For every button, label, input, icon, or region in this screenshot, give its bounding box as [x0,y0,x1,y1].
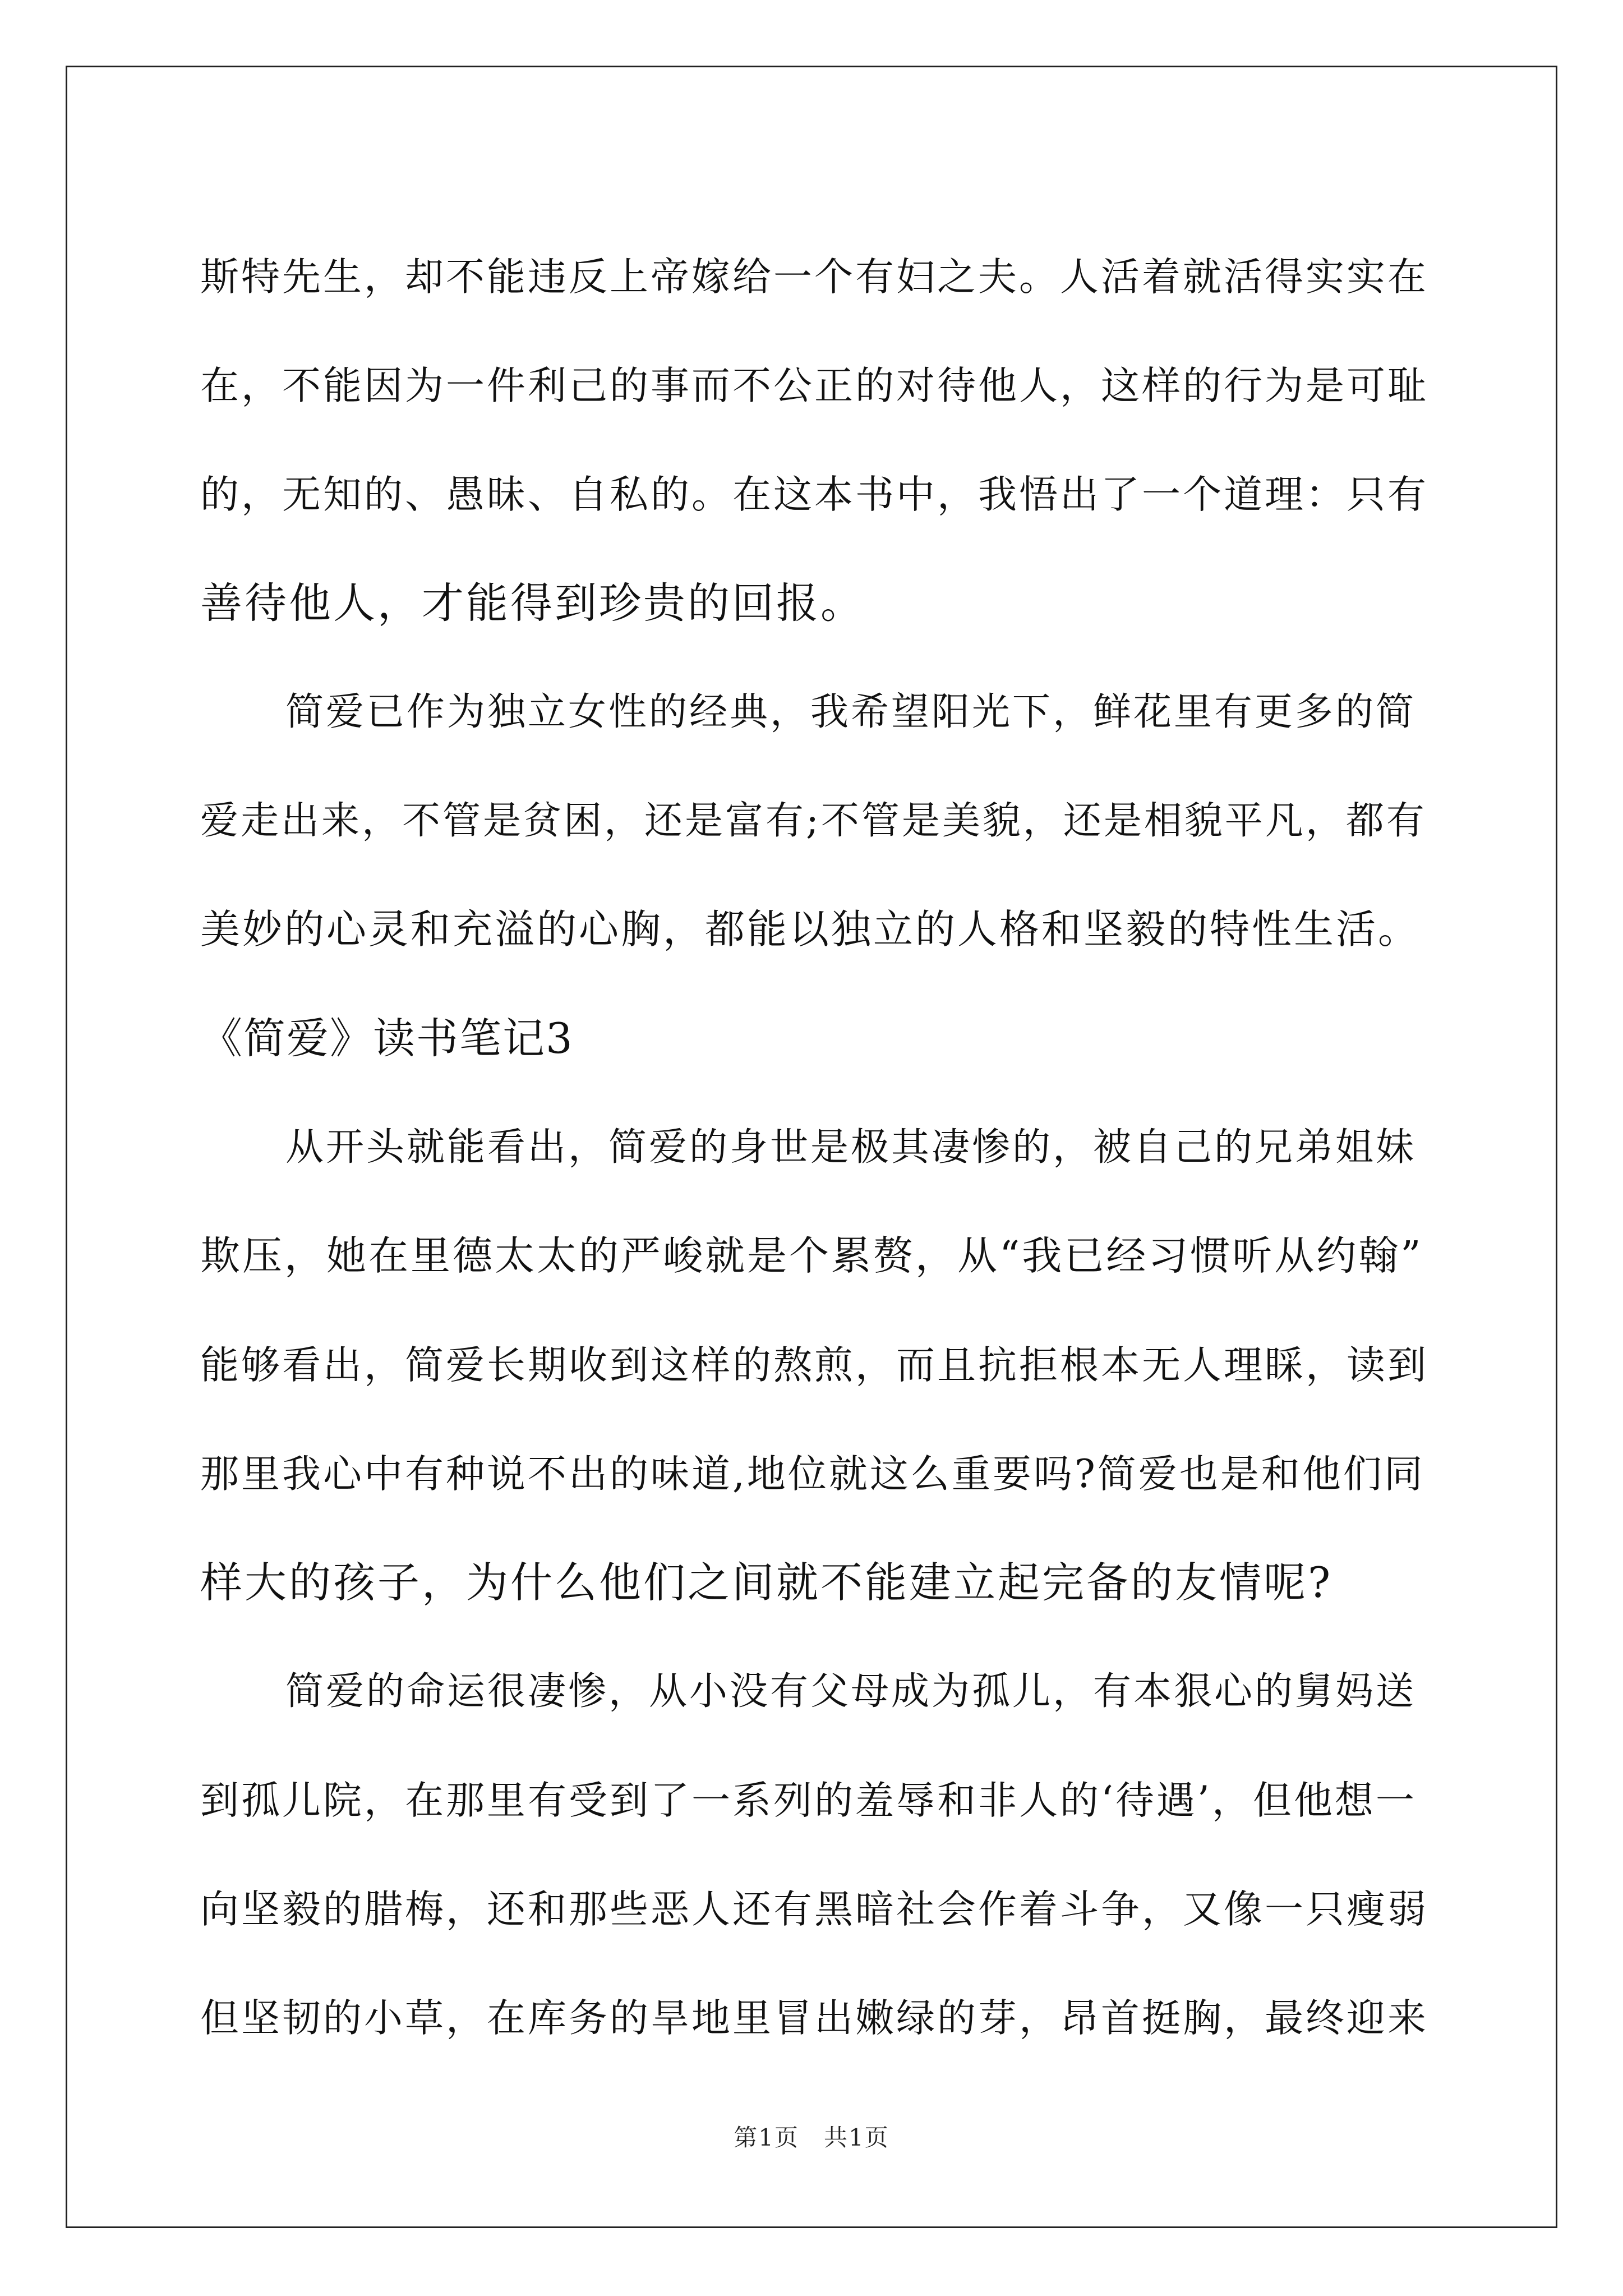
section-heading: 《简爱》读书笔记3 [200,1013,574,1063]
text-line: 但坚韧的小草，在库务的旱地里冒出嫩绿的芽，昂首挺胸，最终迎来 [200,1995,1428,2041]
text-line: 的，无知的、愚昧、自私的。在这本书中，我悟出了一个道理：只有 [200,472,1428,517]
text-line: 那里我心中有种说不出的味道,地位就这么重要吗?简爱也是和他们同 [200,1451,1425,1497]
text-line: 能够看出，简爱长期收到这样的熬煎，而且抗拒根本无人理睬，读到 [200,1342,1428,1388]
document-body [200,219,1428,2069]
text-line: 向坚毅的腊梅，还和那些恶人还有黑暗社会作着斗争，又像一只瘦弱 [200,1887,1428,1932]
text-line: 在，不能因为一件利己的事而不公正的对待他人，这样的行为是可耻 [200,363,1428,408]
paragraph-first-line: 简爱已作为独立女性的经典，我希望阳光下，鲜花里有更多的简 [285,689,1417,734]
text-line: 爱走出来，不管是贫困，还是富有;不管是美貌，还是相貌平凡，都有 [200,798,1427,843]
text-line: 美妙的心灵和充溢的心胸，都能以独立的人格和坚毅的特性生活。 [200,906,1421,953]
text-line: 欺压，她在里德太太的严峻就是个累赘，从“我已经习惯听从约翰” [200,1232,1423,1279]
text-line: 斯特先生，却不能违反上帝嫁给一个有妇之夫。人活着就活得实实在 [200,254,1428,300]
text-line: 样大的孩子，为什么他们之间就不能建立起完备的友情呢? [200,1557,1333,1607]
paragraph-first-line: 从开头就能看出，简爱的身世是极其凄惨的，被自己的兄弟姐妹 [285,1125,1417,1170]
text-line: 善待他人，才能得到珍贵的回报。 [200,578,865,628]
paragraph-first-line: 简爱的命运很凄惨，从小没有父母成为孤儿，有本狠心的舅妈送 [285,1669,1417,1714]
text-line: 到孤儿院，在那里有受到了一系列的羞辱和非人的‘待遇’，但他想一 [200,1778,1417,1823]
page-number-footer: 第1页 共1页 [734,2124,889,2151]
